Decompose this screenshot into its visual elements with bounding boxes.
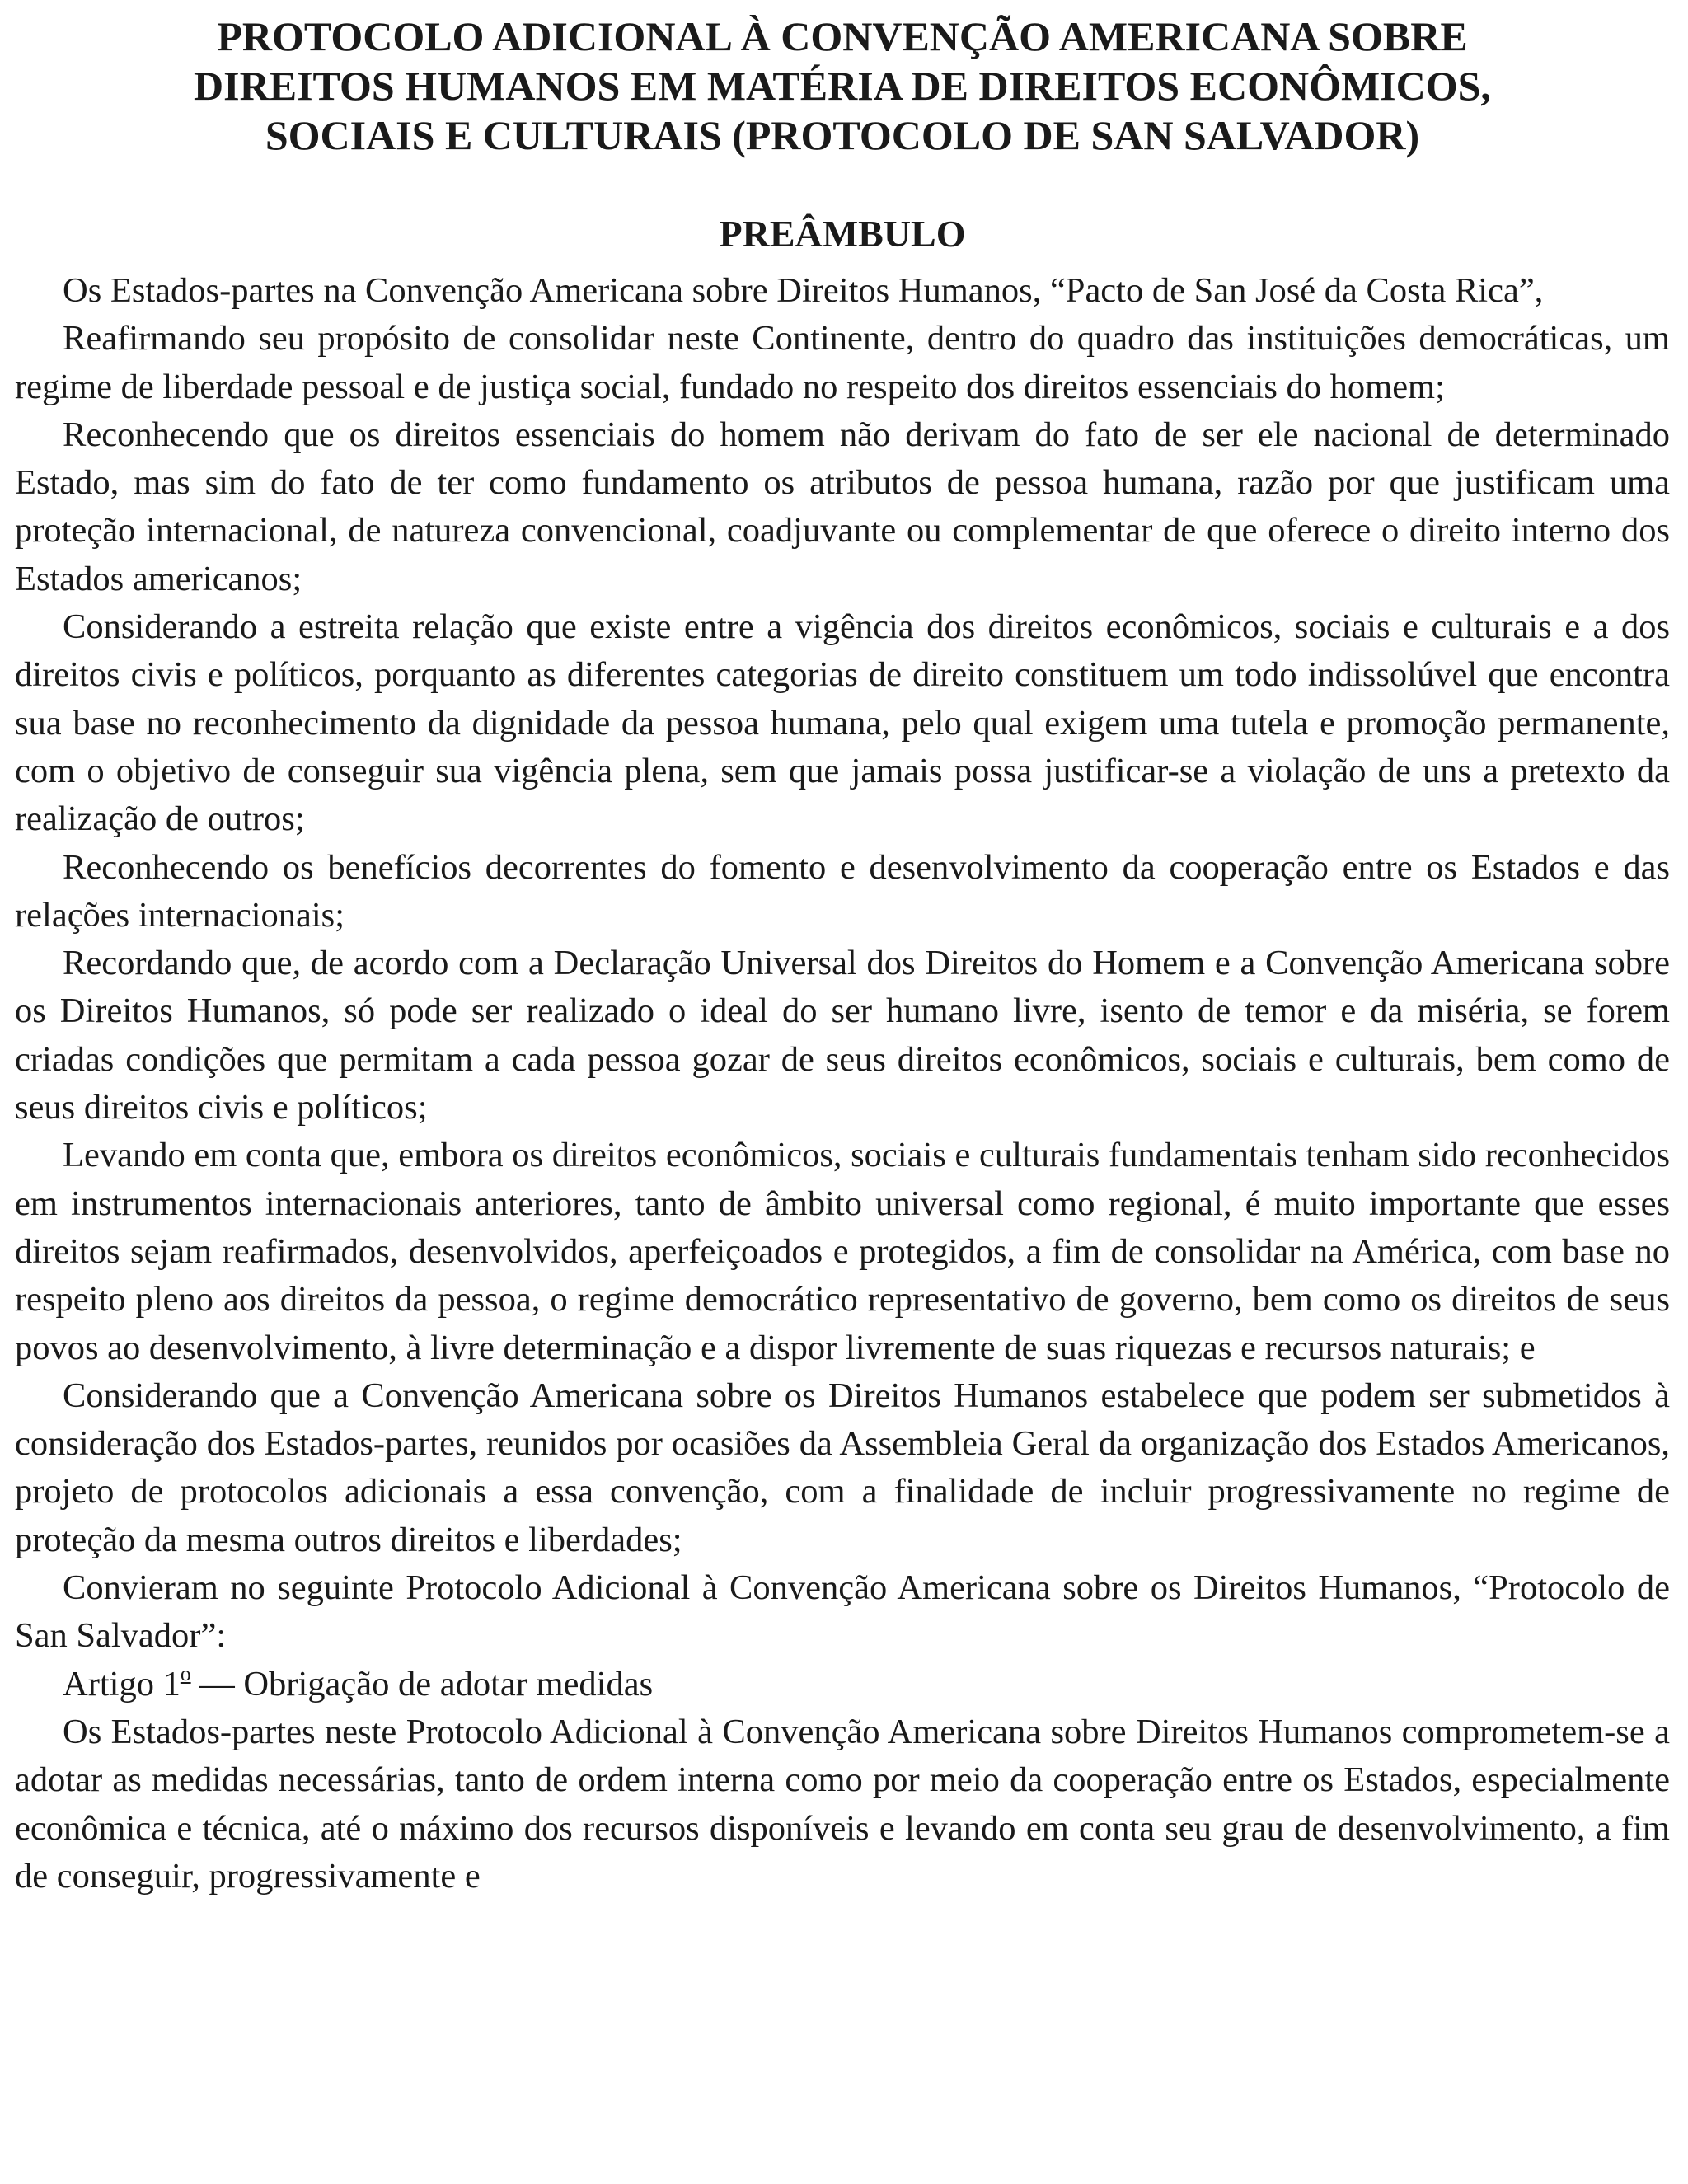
article-title: — Obrigação de adotar medidas [190, 1664, 654, 1704]
document-body [15, 267, 1670, 1900]
title-line-3: SOCIAIS E CULTURAIS (PROTOCOLO DE SAN SALVADOR) [265, 112, 1420, 158]
document-title [15, 8, 1670, 160]
paragraph: Convieram no seguinte Protocolo Adicional à Convenção Americana sobre os Direitos Humanos, “Protocolo de San Salvador”: [15, 1568, 1670, 1656]
paragraph: Os Estados-partes na Convenção Americana sobre Direitos Humanos, “Pacto de San José da Costa Rica”, [63, 271, 1544, 310]
title-line-1: PROTOCOLO ADICIONAL À CONVENÇÃO AMERICANA SOBRE [217, 13, 1468, 59]
article-label: Artigo 1 [63, 1664, 181, 1704]
paragraph: Reconhecendo os benefícios decorrentes do fomento e desenvolvimento da cooperação entre os Estados e das relações internacionais; [15, 847, 1670, 935]
document-page [15, 8, 1670, 1900]
title-line-2: DIREITOS HUMANOS EM MATÉRIA DE DIREITOS ECONÔMICOS, [194, 63, 1491, 109]
article-text: Os Estados-partes neste Protocolo Adicional à Convenção Americana sobre Direitos Humanos comprometem-se a adotar as medidas necessárias, tanto de ordem interna como por meio da cooperação entre os Estados, especialmente econômica e técnica, até o máximo dos recursos disponíveis e levando em conta seu grau de desenvolvimento, a fim de conseguir, progressivamente e [15, 1712, 1670, 1896]
article-heading [15, 1661, 1670, 1708]
preamble-heading: PREÂMBULO [719, 213, 966, 255]
paragraph: Reconhecendo que os direitos essenciais do homem não derivam do fato de ser ele nacional de determinado Estado, mas sim do fato de ter como fundamento os atributos de pessoa humana, razão por que justificam uma proteção internacional, de natureza convencional, coadjuvante ou complementar de que oferece o direito interno dos Estados americanos; [15, 415, 1670, 598]
paragraph: Levando em conta que, embora os direitos econômicos, sociais e culturais fundamentais tenham sido reconhecidos em instrumentos internacionais anteriores, tanto de âmbito universal como regional, é muito importante que esses direitos sejam reafirmados, desenvolvidos, aperfeiçoados e protegidos, a fim de consolidar na América, com base no respeito pleno aos direitos da pessoa, o regime democrático representativo de governo, bem como os direitos de seus povos ao desenvolvimento, à livre determinação e a dispor livremente de suas riquezas e recursos naturais; e [15, 1136, 1670, 1367]
paragraph: Recordando que, de acordo com a Declaração Universal dos Direitos do Homem e a Convenção Americana sobre os Direitos Humanos, só pode ser realizado o ideal do ser humano livre, isento de temor e da miséria, se forem criadas condições que permitam a cada pessoa gozar de seus direitos econômicos, sociais e culturais, bem como de seus direitos civis e políticos; [15, 944, 1670, 1127]
paragraph: Considerando que a Convenção Americana sobre os Direitos Humanos estabelece que podem ser submetidos à consideração dos Estados-partes, reunidos por ocasiões da Assembleia Geral da organização dos Estados Americanos, projeto de protocolos adicionais a essa convenção, com a finalidade de incluir progressivamente no regime de proteção da mesma outros direitos e liberdades; [15, 1376, 1670, 1559]
paragraph: Reafirmando seu propósito de consolidar neste Continente, dentro do quadro das instituições democráticas, um regime de liberdade pessoal e de justiça social, fundado no respeito dos direitos essenciais do homem; [15, 319, 1670, 406]
article-ordinal: o [180, 1661, 191, 1685]
paragraph: Considerando a estreita relação que existe entre a vigência dos direitos econômicos, sociais e culturais e a dos direitos civis e políticos, porquanto as diferentes categorias de direito constituem um todo indissolúvel que encontra sua base no reconhecimento da dignidade da pessoa humana, pelo qual exigem uma tutela e promoção permanente, com o objetivo de conseguir sua vigência plena, sem que jamais possa justificar-se a violação de uns a pretexto da realização de outros; [15, 607, 1670, 839]
